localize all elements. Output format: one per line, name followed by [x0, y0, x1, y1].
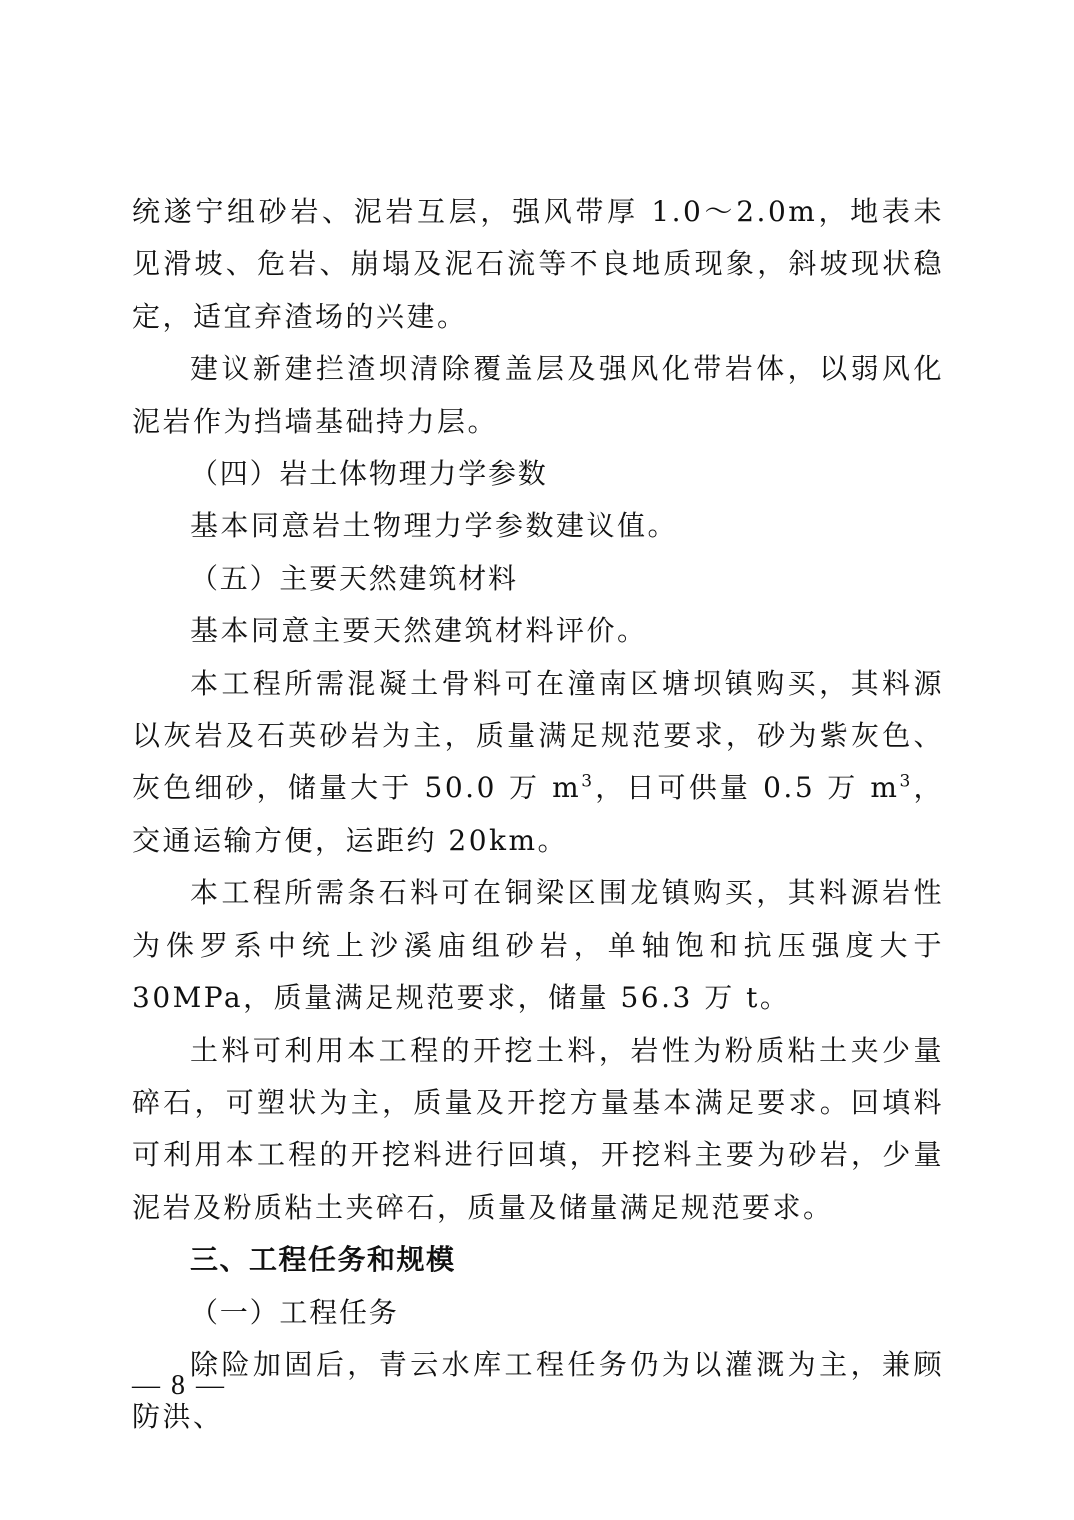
heading-rock-soil-parameters: （四）岩土体物理力学参数 [190, 457, 548, 491]
aggregate-text-b: ，日可供量 0.5 万 m [594, 771, 900, 805]
paragraph-tasks-start: 除险加固后，青云水库工程任务仍为以灌溉为主，兼顾防洪、 [132, 1347, 944, 1434]
paragraph-materials-agree: 基本同意主要天然建筑材料评价。 [190, 614, 648, 648]
body-text [132, 186, 944, 1444]
heading-section-3: 三、工程任务和规模 [190, 1243, 456, 1277]
paragraph-dam-foundation: 建议新建拦渣坝清除覆盖层及强风化带岩体，以弱风化泥岩作为挡墙基础持力层。 [132, 352, 944, 438]
paragraph-parameters-agree: 基本同意岩土物理力学参数建议值。 [190, 509, 679, 543]
paragraph-stone-material: 本工程所需条石料可在铜梁区围龙镇购买，其料源岩性为侏罗系中统上沙溪庙组砂岩，单轴饱和抗压强度大于 30MPa，质量满足规范要求，储量 56.3 万 t。 [132, 876, 944, 1015]
paragraph-soil-material: 土料可利用本工程的开挖土料，岩性为粉质粘土夹少量碎石，可塑状为主，质量及开挖方量基本满足要求。回填料可利用本工程的开挖料进行回填，开挖料主要为砂岩，少量泥岩及粉质粘土夹碎石，质量及储量满足规范要求。 [132, 1033, 944, 1224]
aggregate-text-c: ，交通运输方便，运距约 20km。 [132, 771, 944, 857]
page-number: — 8 — [132, 1370, 226, 1401]
heading-natural-materials: （五）主要天然建筑材料 [190, 561, 518, 595]
superscript-cubic-1: 3 [581, 772, 595, 793]
aggregate-text-a: 本工程所需混凝土骨料可在潼南区塘坝镇购买，其料源以灰岩及石英砂岩为主，质量满足规范要求，砂为紫灰色、灰色细砂，储量大于 50.0 万 m [132, 666, 944, 805]
superscript-cubic-2: 3 [899, 772, 913, 793]
heading-engineering-tasks: （一）工程任务 [190, 1295, 399, 1329]
paragraph-concrete-aggregate [132, 658, 944, 868]
paragraph-geology-conclusion: 统遂宁组砂岩、泥岩互层，强风带厚 1.0～2.0m，地表未见滑坡、危岩、崩塌及泥石流等不良地质现象，斜坡现状稳定，适宜弃渣场的兴建。 [132, 195, 944, 333]
